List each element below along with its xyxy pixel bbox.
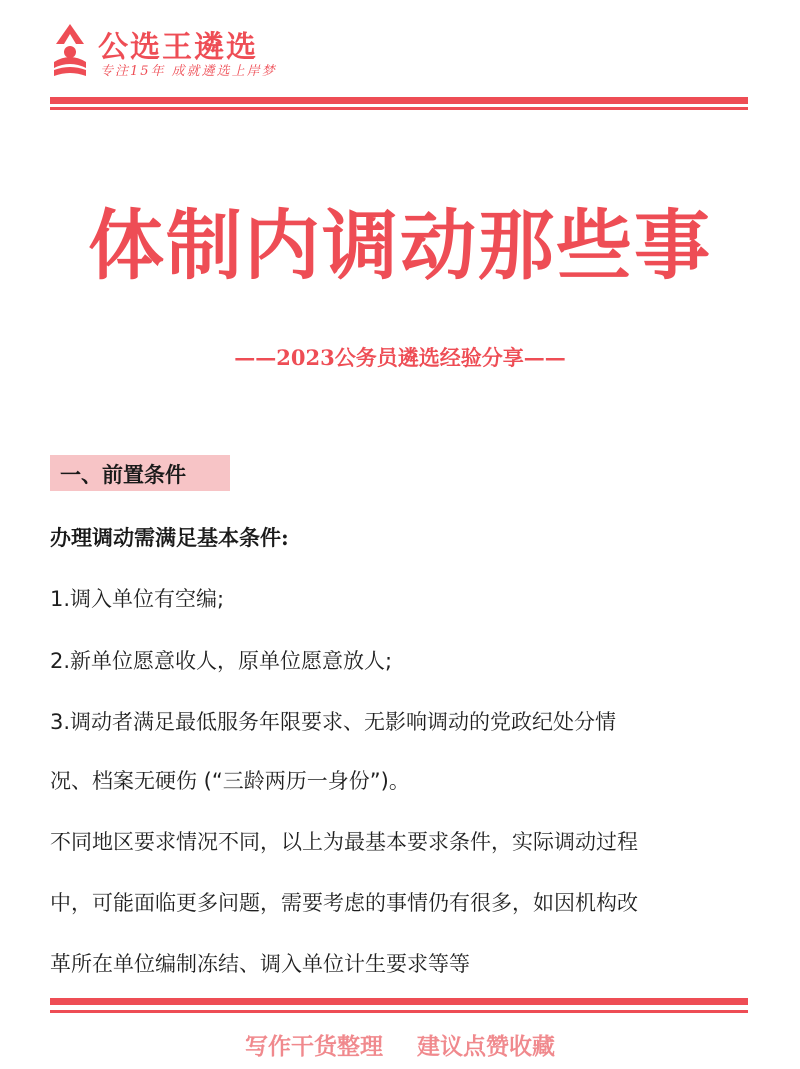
body-line: 况、档案无硬伤 (“三龄两历一身份”)。 bbox=[50, 769, 410, 793]
body-line: 中，可能面临更多问题，需要考虑的事情仍有很多，如因机构改 bbox=[50, 891, 638, 915]
brand-name: 公选王遴选 bbox=[98, 30, 258, 65]
header-divider-thick bbox=[50, 97, 748, 104]
footer-divider-thin bbox=[50, 1010, 748, 1013]
section-lead: 办理调动需满足基本条件: bbox=[50, 525, 289, 550]
body-line: 不同地区要求情况不同，以上为最基本要求条件，实际调动过程 bbox=[50, 830, 638, 854]
header-divider-thin bbox=[50, 107, 748, 110]
footer-right-text: 建议点赞收藏 bbox=[417, 1033, 555, 1060]
body-line: 2.新单位愿意收人，原单位愿意放人; bbox=[50, 649, 393, 673]
page-title: 体制内调动那些事 bbox=[88, 201, 712, 290]
page-subtitle: ——2023公务员遴选经验分享—— bbox=[234, 345, 566, 370]
footer-divider-thick bbox=[50, 998, 748, 1005]
body-line: 1.调入单位有空编; bbox=[50, 587, 225, 611]
body-line: 革所在单位编制冻结、调入单位计生要求等等 bbox=[50, 952, 470, 976]
brand-logo-icon bbox=[50, 22, 90, 78]
footer-tagline bbox=[0, 1028, 800, 1061]
footer-left-text: 写作干货整理 bbox=[245, 1033, 383, 1060]
section-heading: 一、前置条件 bbox=[60, 462, 186, 487]
brand-slogan: 专注15年 成就遴选上岸梦 bbox=[100, 64, 277, 79]
body-line: 3.调动者满足最低服务年限要求、无影响调动的党政纪处分情 bbox=[50, 710, 617, 734]
